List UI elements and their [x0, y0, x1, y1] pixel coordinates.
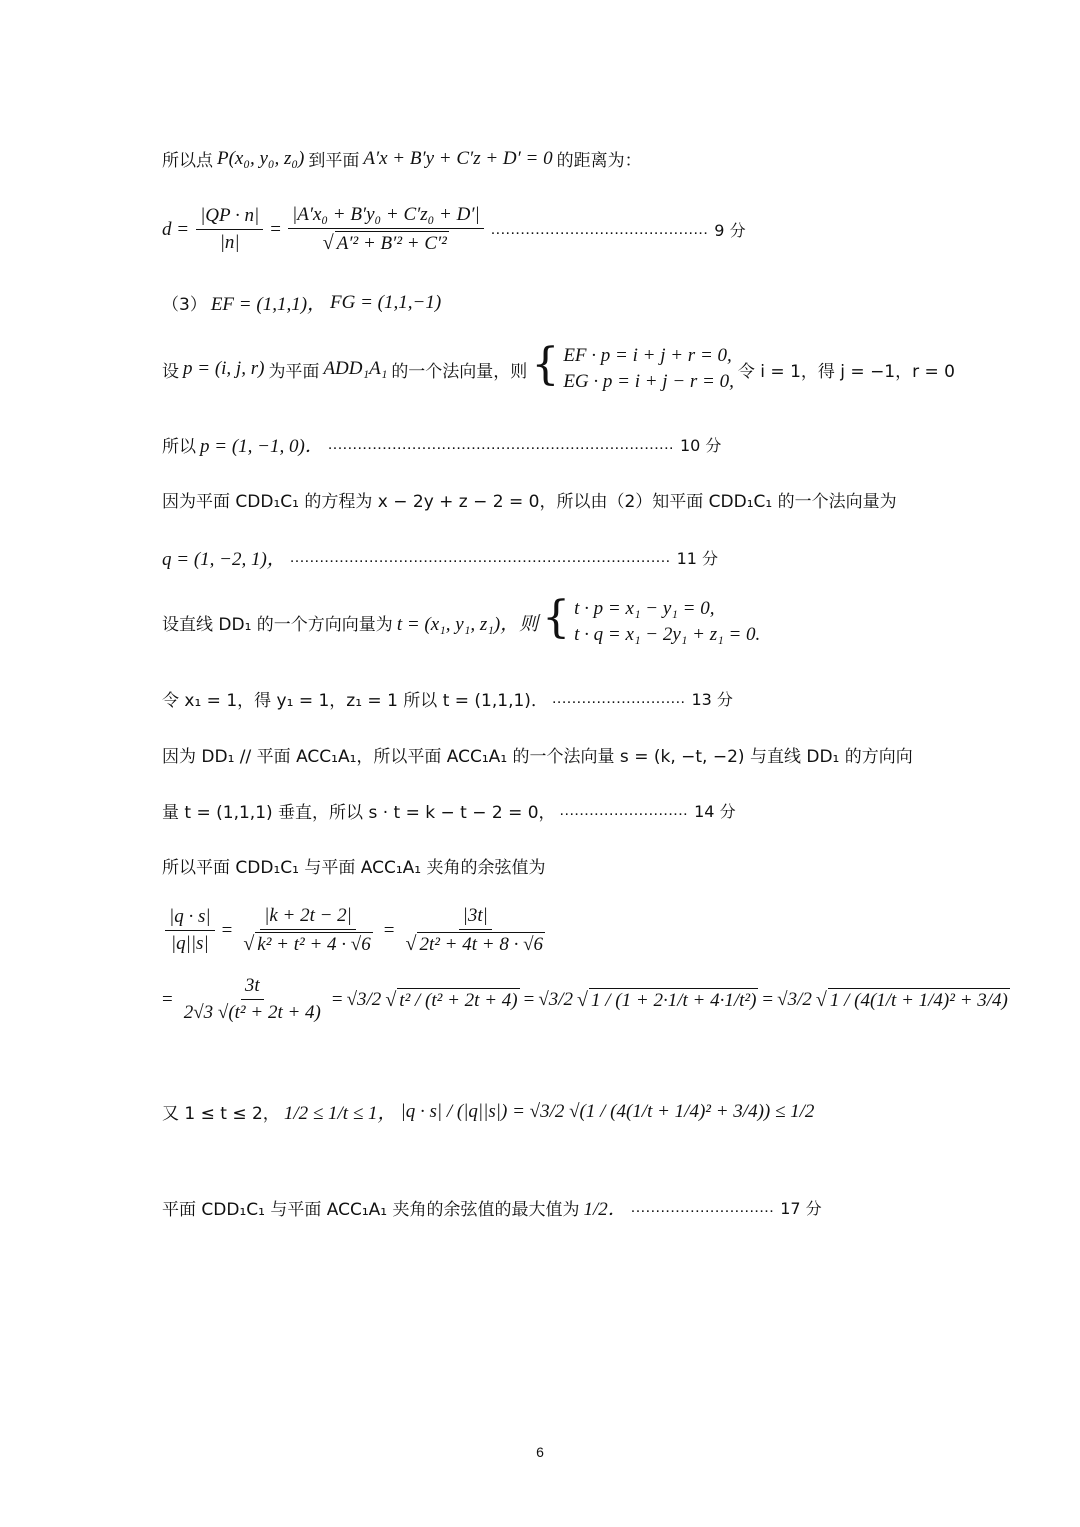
- vector-t-result: 令 x₁ = 1，得 y₁ = 1，z₁ = 1 所以 t = (1,1,1)．: [162, 691, 548, 711]
- text-so: 所以: [162, 437, 196, 457]
- root-t-squared: √ t² / (t² + 2t + 4): [385, 988, 518, 1011]
- parallel-text: 因为 DD₁ // 平面 ACC₁A₁，所以平面 ACC₁A₁ 的一个法向量 s = (k, −t, −2) 与直线 DD₁ 的方向向: [162, 747, 913, 767]
- vector-q: q = (1, −2, 1)，: [162, 549, 286, 570]
- fraction-denominator: √ 2t² + 4t + 8 · √6: [405, 933, 544, 955]
- system-equation-2: t · q = x₁ − 2y₁ + z₁ = 0.: [574, 624, 761, 645]
- dot-leader: ......................................................................: [327, 435, 674, 453]
- distance-formula-line: d = $\frac{|QP \cdot n|}{|n|}$ = |A′x₀ + B′y₀ + C′z₀ + D′| √ A′² + B′² + C′² ............................................ 9 分: [162, 204, 746, 254]
- fraction-cosine: [165, 906, 215, 955]
- plane-cdd1c1-line: [162, 487, 897, 512]
- vector-fg: FG = (1,1,−1): [330, 291, 442, 313]
- fraction-denominator: √ A′² + B′² + C′²: [322, 232, 447, 254]
- dot-leader: ............................................: [490, 220, 709, 238]
- plane-add1a1: ADD₁A₁: [323, 358, 388, 379]
- text-to-plane: 到平面: [308, 151, 360, 171]
- fraction-numerator: 3t: [241, 975, 264, 1000]
- vector-t-result-line: [162, 686, 733, 711]
- dot-leader: ...........................: [551, 689, 686, 707]
- fraction-numerator: |3t|: [459, 905, 492, 930]
- plane-cdd1c1-text: 因为平面 CDD₁C₁ 的方程为 x − 2y + z − 2 = 0，所以由（2）知平面 CDD₁C₁ 的一个法向量为: [162, 492, 897, 512]
- score-mark: 9 分: [714, 221, 746, 240]
- text-direction-vector: 设直线 DD₁ 的一个方向向量为: [162, 614, 393, 635]
- system-equation-1: t · p = x₁ − y₁ = 0,: [574, 598, 715, 619]
- direction-t-system-line: [162, 592, 761, 646]
- perpendicular-text: 量 t = (1,1,1) 垂直，所以 s · t = k − t − 2 = 0，: [162, 803, 556, 823]
- score-mark: 17 分: [780, 1199, 822, 1218]
- system-equation-2: EG · p = i + j − r = 0,: [563, 371, 734, 392]
- conclusion-text: 平面 CDD₁C₁ 与平面 ACC₁A₁ 夹角的余弦值的最大值为: [162, 1200, 580, 1220]
- root-completed-square: √ 1 / (4(1/t + 1/4)² + 3/4): [815, 988, 1008, 1011]
- fraction-denominator: 2√3 √(t² + 2t + 4): [183, 1002, 321, 1023]
- normal-p-system-line: [162, 339, 955, 393]
- perpendicular-line: [162, 798, 736, 823]
- fraction-qp-n: [196, 205, 263, 254]
- left-brace: {: [531, 339, 560, 390]
- fraction-numerator: |QP · n|: [196, 205, 263, 230]
- text-let: 设: [162, 361, 179, 382]
- point-p: P(x₀, y₀, z₀): [217, 147, 305, 169]
- part3-vectors-line: [162, 289, 441, 316]
- coefficient-root3-over-2: √3/2: [538, 988, 574, 1010]
- cosine-formula-row-2: = $\frac{3t}{\text{2√3 √(t² + 2t + 4)}}$ = √3/2 √ t² / (t² + 2t + 4) = √3/2 √ 1 / (1 + 2·1/t + 4·1/t²) = √3/2 √ 1 / (4(1/t + 1/4)² + 3/4): [162, 975, 1008, 1023]
- text-is-plane: 为平面: [268, 361, 320, 382]
- dot-leader: .............................................................................: [289, 548, 671, 566]
- coefficient-root3-over-2: √3/2: [346, 988, 382, 1010]
- coefficient-root3-over-2: √3/2: [777, 988, 812, 1010]
- fraction-denominator: |n|: [219, 232, 240, 253]
- system-equation-1: EF · p = i + j + r = 0,: [563, 345, 732, 366]
- range-reciprocal-t: 1/2 ≤ 1/t ≤ 1，: [283, 1103, 397, 1124]
- plane-equation: A′x + B′y + C′z + D′ = 0: [363, 147, 553, 169]
- d-equals: d =: [162, 218, 190, 240]
- text-normal-then: 的一个法向量，则: [391, 361, 528, 382]
- cosine-intro-line: [162, 853, 546, 878]
- dot-leader: .............................: [630, 1198, 775, 1216]
- text-set-i: 令 i = 1，得 j = −1，r = 0: [737, 361, 955, 382]
- equation-system: [542, 592, 761, 646]
- fraction-numerator: |A′x₀ + B′y₀ + C′z₀ + D′|: [288, 204, 484, 229]
- fraction-3t-root: [180, 975, 325, 1024]
- dot-leader: ..........................: [559, 801, 689, 819]
- cosine-intro-text: 所以平面 CDD₁C₁ 与平面 ACC₁A₁ 夹角的余弦值为: [162, 858, 546, 878]
- text-distance-is: 的距离为：: [556, 151, 642, 171]
- cosine-bound: |q · s| / (|q||s|) = √3/2 √(1 / (4(1/t + 1/4)² + 3/4)) ≤ 1/2: [400, 1100, 815, 1122]
- range-t: 又 1 ≤ t ≤ 2，: [162, 1104, 280, 1124]
- fraction-distance: [288, 204, 484, 255]
- distance-intro-line: [162, 146, 642, 171]
- parallel-line: [162, 742, 913, 767]
- root-reciprocal-t: √ 1 / (1 + 2·1/t + 4·1/t²): [577, 988, 757, 1011]
- range-bound-line: [162, 1098, 814, 1125]
- fraction-numerator: |k + 2t − 2|: [260, 905, 356, 930]
- vector-q-line: [162, 544, 718, 571]
- vector-t: t = (x₁, y₁, z₁)，则: [396, 613, 539, 635]
- cosine-formula-row-1: $\frac{|q \cdot s|}{|q||s|}$ = |k + 2t − 2| √ k² + t² + 4 · √6 = |3t| √ 2t² + 4t + 8 · √6: [162, 905, 552, 956]
- text-so-point: 所以点: [162, 151, 213, 171]
- conclusion-line: [162, 1194, 822, 1221]
- page-number: 6: [536, 1444, 544, 1460]
- max-value: 1/2．: [583, 1199, 627, 1220]
- score-mark: 11 分: [676, 549, 719, 568]
- fraction-k-t: [239, 905, 376, 956]
- score-mark: 14 分: [694, 802, 736, 821]
- vector-p-result-line: [162, 431, 721, 458]
- equation-system: [531, 339, 734, 393]
- vector-ef: EF = (1,1,1)，: [210, 294, 327, 315]
- fraction-3t: [401, 905, 549, 956]
- left-brace: {: [542, 592, 571, 643]
- score-mark: 10 分: [679, 436, 722, 455]
- fraction-denominator: √ k² + t² + 4 · √6: [243, 933, 371, 955]
- fraction-denominator: |q||s|: [170, 933, 209, 954]
- vector-p-value: p = (1, −1, 0)．: [200, 436, 324, 457]
- score-mark: 13 分: [691, 690, 733, 709]
- vector-p: p = (i, j, r): [183, 358, 265, 379]
- part-label: （3）: [162, 295, 207, 315]
- fraction-numerator: |q · s|: [165, 906, 215, 931]
